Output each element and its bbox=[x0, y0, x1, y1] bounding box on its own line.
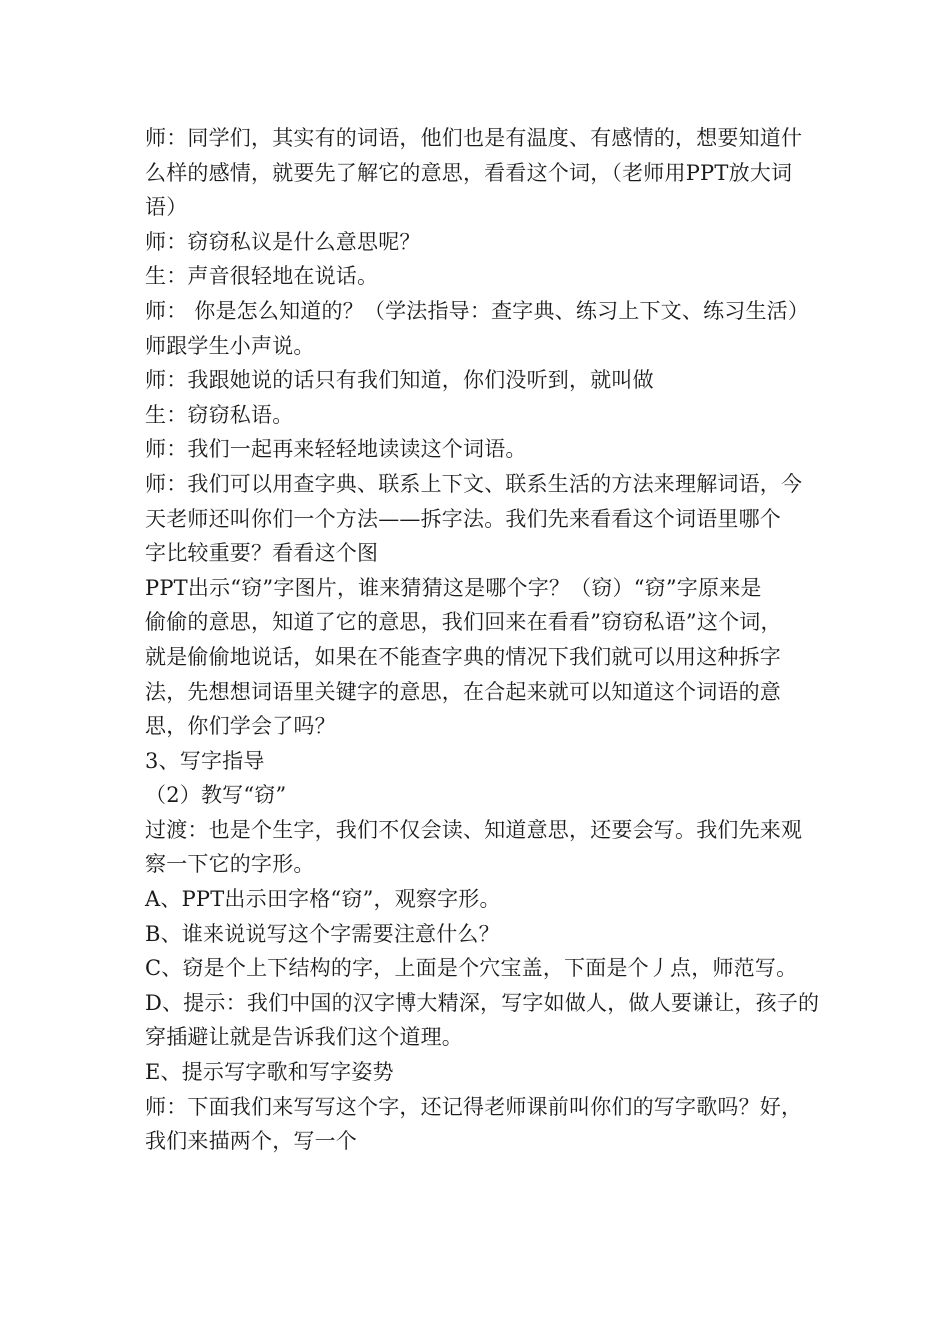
text-line: 思，你们学会了吗？ bbox=[145, 714, 336, 739]
text-line: 语） bbox=[145, 195, 188, 220]
text-line: 法，先想想词语里关键字的意思，在合起来就可以知道这个词语的意 bbox=[145, 679, 781, 704]
text-line: 就是偷偷地说话，如果在不能查字典的情况下我们就可以用这种拆字 bbox=[145, 644, 781, 669]
text-line: 过渡：也是个生字，我们不仅会读、知道意思，还要会写。我们先来观 bbox=[145, 817, 803, 842]
text-line: 师：我跟她说的话只有我们知道，你们没听到，就叫做 bbox=[145, 368, 654, 393]
text-line: E、提示写字歌和写字姿势 bbox=[145, 1060, 394, 1085]
text-line: 3、写字指导 bbox=[145, 748, 265, 773]
text-line: 字比较重要？看看这个图 bbox=[145, 541, 379, 566]
text-line: B、谁来说说写这个字需要注意什么？ bbox=[145, 921, 500, 946]
document-body bbox=[145, 121, 820, 1159]
text-line: 师：同学们，其实有的词语，他们也是有温度、有感情的，想要知道什 bbox=[145, 126, 803, 150]
text-line: 师：我们一起再来轻轻地读读这个词语。 bbox=[145, 437, 527, 462]
text-line: 天老师还叫你们一个方法——拆字法。我们先来看看这个词语里哪个 bbox=[145, 506, 781, 531]
text-line: 么样的感情，就要先了解它的意思，看看这个词，（老师用PPT放大词 bbox=[145, 160, 793, 185]
text-line: A、PPT出示田字格“窃”，观察字形。 bbox=[145, 887, 501, 912]
text-line: 偷偷的意思，知道了它的意思，我们回来在看看”窃窃私语”这个词， bbox=[145, 610, 782, 635]
text-line: 师：下面我们来写写这个字，还记得老师课前叫你们的写字歌吗？好， bbox=[145, 1094, 803, 1119]
text-line: 穿插避让就是告诉我们这个道理。 bbox=[145, 1025, 463, 1050]
text-line: （2）教写“窃” bbox=[145, 783, 287, 808]
text-line: 生：声音很轻地在说话。 bbox=[145, 264, 379, 289]
text-line: 师：我们可以用查字典、联系上下文、联系生活的方法来理解词语，今 bbox=[145, 471, 803, 496]
text-line: 师： 你是怎么知道的？（学法指导：查字典、练习上下文、练习生活） bbox=[145, 298, 810, 323]
text-line: 察一下它的字形。 bbox=[145, 852, 315, 877]
text-line: D、提示：我们中国的汉字博大精深，写字如做人，做人要谦让，孩子的 bbox=[145, 990, 820, 1015]
text-line: PPT出示“窃”字图片，谁来猜猜这是哪个字？（窃）“窃”字原来是 bbox=[145, 575, 762, 600]
text-line: 我们来描两个，写一个 bbox=[145, 1129, 357, 1154]
text-line: 生：窃窃私语。 bbox=[145, 402, 294, 427]
text-line: 师跟学生小声说。 bbox=[145, 333, 315, 358]
text-line: 师：窃窃私议是什么意思呢？ bbox=[145, 229, 421, 254]
text-line: C、窃是个上下结构的字，上面是个穴宝盖，下面是个丿点，师范写。 bbox=[145, 956, 798, 981]
